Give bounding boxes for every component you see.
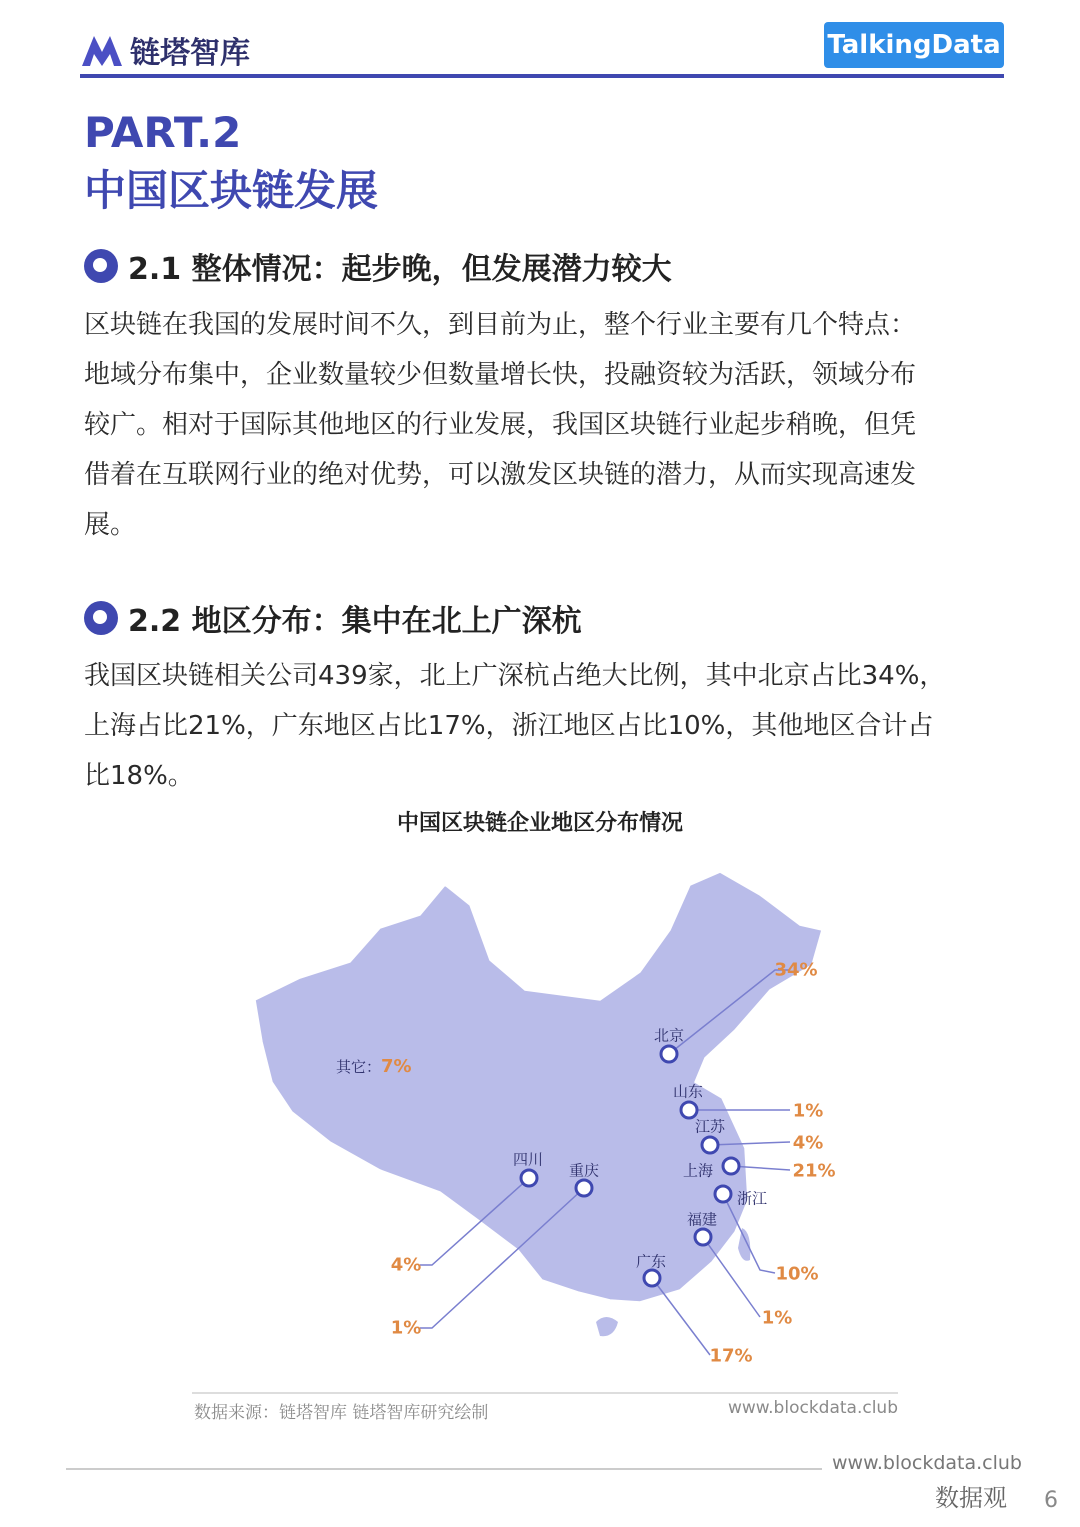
region-value-jiangsu: 4%: [792, 1132, 824, 1154]
text-line: 我国区块链相关公司439家，北上广深杭占绝大比例，其中北京占比34%，: [84, 661, 946, 691]
text-line: 展。: [84, 510, 137, 540]
region-label-shandong: 山东: [672, 1082, 704, 1101]
region-value-sichuan: 4%: [390, 1254, 422, 1276]
page-number: 6: [1044, 1488, 1058, 1513]
other-label: 其它：: [336, 1058, 382, 1076]
region-value-zhejiang: 10%: [775, 1263, 819, 1285]
part-title: 中国区块链发展: [84, 166, 379, 215]
region-label-beijing: 北京: [653, 1026, 685, 1045]
region-value-shanghai: 21%: [792, 1160, 836, 1182]
text-line: 区块链在我国的发展时间不久，到目前为止，整个行业主要有几个特点：: [84, 310, 917, 340]
other-value: 7%: [381, 1056, 412, 1077]
other-region: [336, 1056, 412, 1077]
chart-title: 中国区块链企业地区分布情况: [396, 811, 683, 836]
source-rule: [192, 1392, 898, 1394]
section-title: 2.1 整体情况：起步晚，但发展潜力较大: [128, 252, 672, 287]
region-label-fujian: 福建: [686, 1210, 718, 1229]
taiwan-outline: [738, 1228, 750, 1261]
region-label-shanghai: 上海: [682, 1161, 714, 1180]
region-value-shandong: 1%: [792, 1100, 824, 1122]
region-label-chongqing: 重庆: [568, 1161, 600, 1180]
source-url: www.blockdata.club: [728, 1398, 898, 1418]
hainan-outline: [596, 1317, 618, 1336]
region-label-zhejiang: 浙江: [736, 1189, 768, 1208]
text-line: 上海占比21%，广东地区占比17%，浙江地区占比10%，其他地区合计占: [84, 711, 934, 741]
watermark-label: 数据观: [935, 1484, 1007, 1512]
part-label: PART.2: [84, 108, 242, 157]
region-label-guangdong: 广东: [635, 1252, 667, 1271]
text-line: 比18%。: [84, 761, 194, 791]
region-label-jiangsu: 江苏: [694, 1117, 726, 1136]
region-value-guangdong: 17%: [709, 1345, 753, 1367]
region-label-sichuan: 四川: [512, 1150, 544, 1169]
region-value-chongqing: 1%: [390, 1317, 422, 1339]
brand-name: 链塔智库: [130, 36, 250, 71]
text-line: 借着在互联网行业的绝对优势，可以激发区块链的潜力，从而实现高速发: [84, 460, 917, 490]
footer-rule: [66, 1468, 822, 1470]
china-outline: [255, 872, 822, 1302]
text-line: 地域分布集中，企业数量较少但数量增长快，投融资较为活跃，领域分布: [84, 360, 917, 390]
text-line: 较广。相对于国际其他地区的行业发展，我国区块链行业起步稍晚，但凭: [84, 410, 917, 440]
section-title: 2.2 地区分布：集中在北上广深杭: [128, 604, 582, 639]
region-value-fujian: 1%: [761, 1307, 793, 1329]
region-value-beijing: 34%: [774, 959, 818, 981]
footer-url: www.blockdata.club: [832, 1452, 1022, 1474]
partner-logo: TalkingData: [824, 22, 1004, 68]
data-source: 数据来源：链塔智库 链塔智库研究绘制: [194, 1403, 489, 1423]
